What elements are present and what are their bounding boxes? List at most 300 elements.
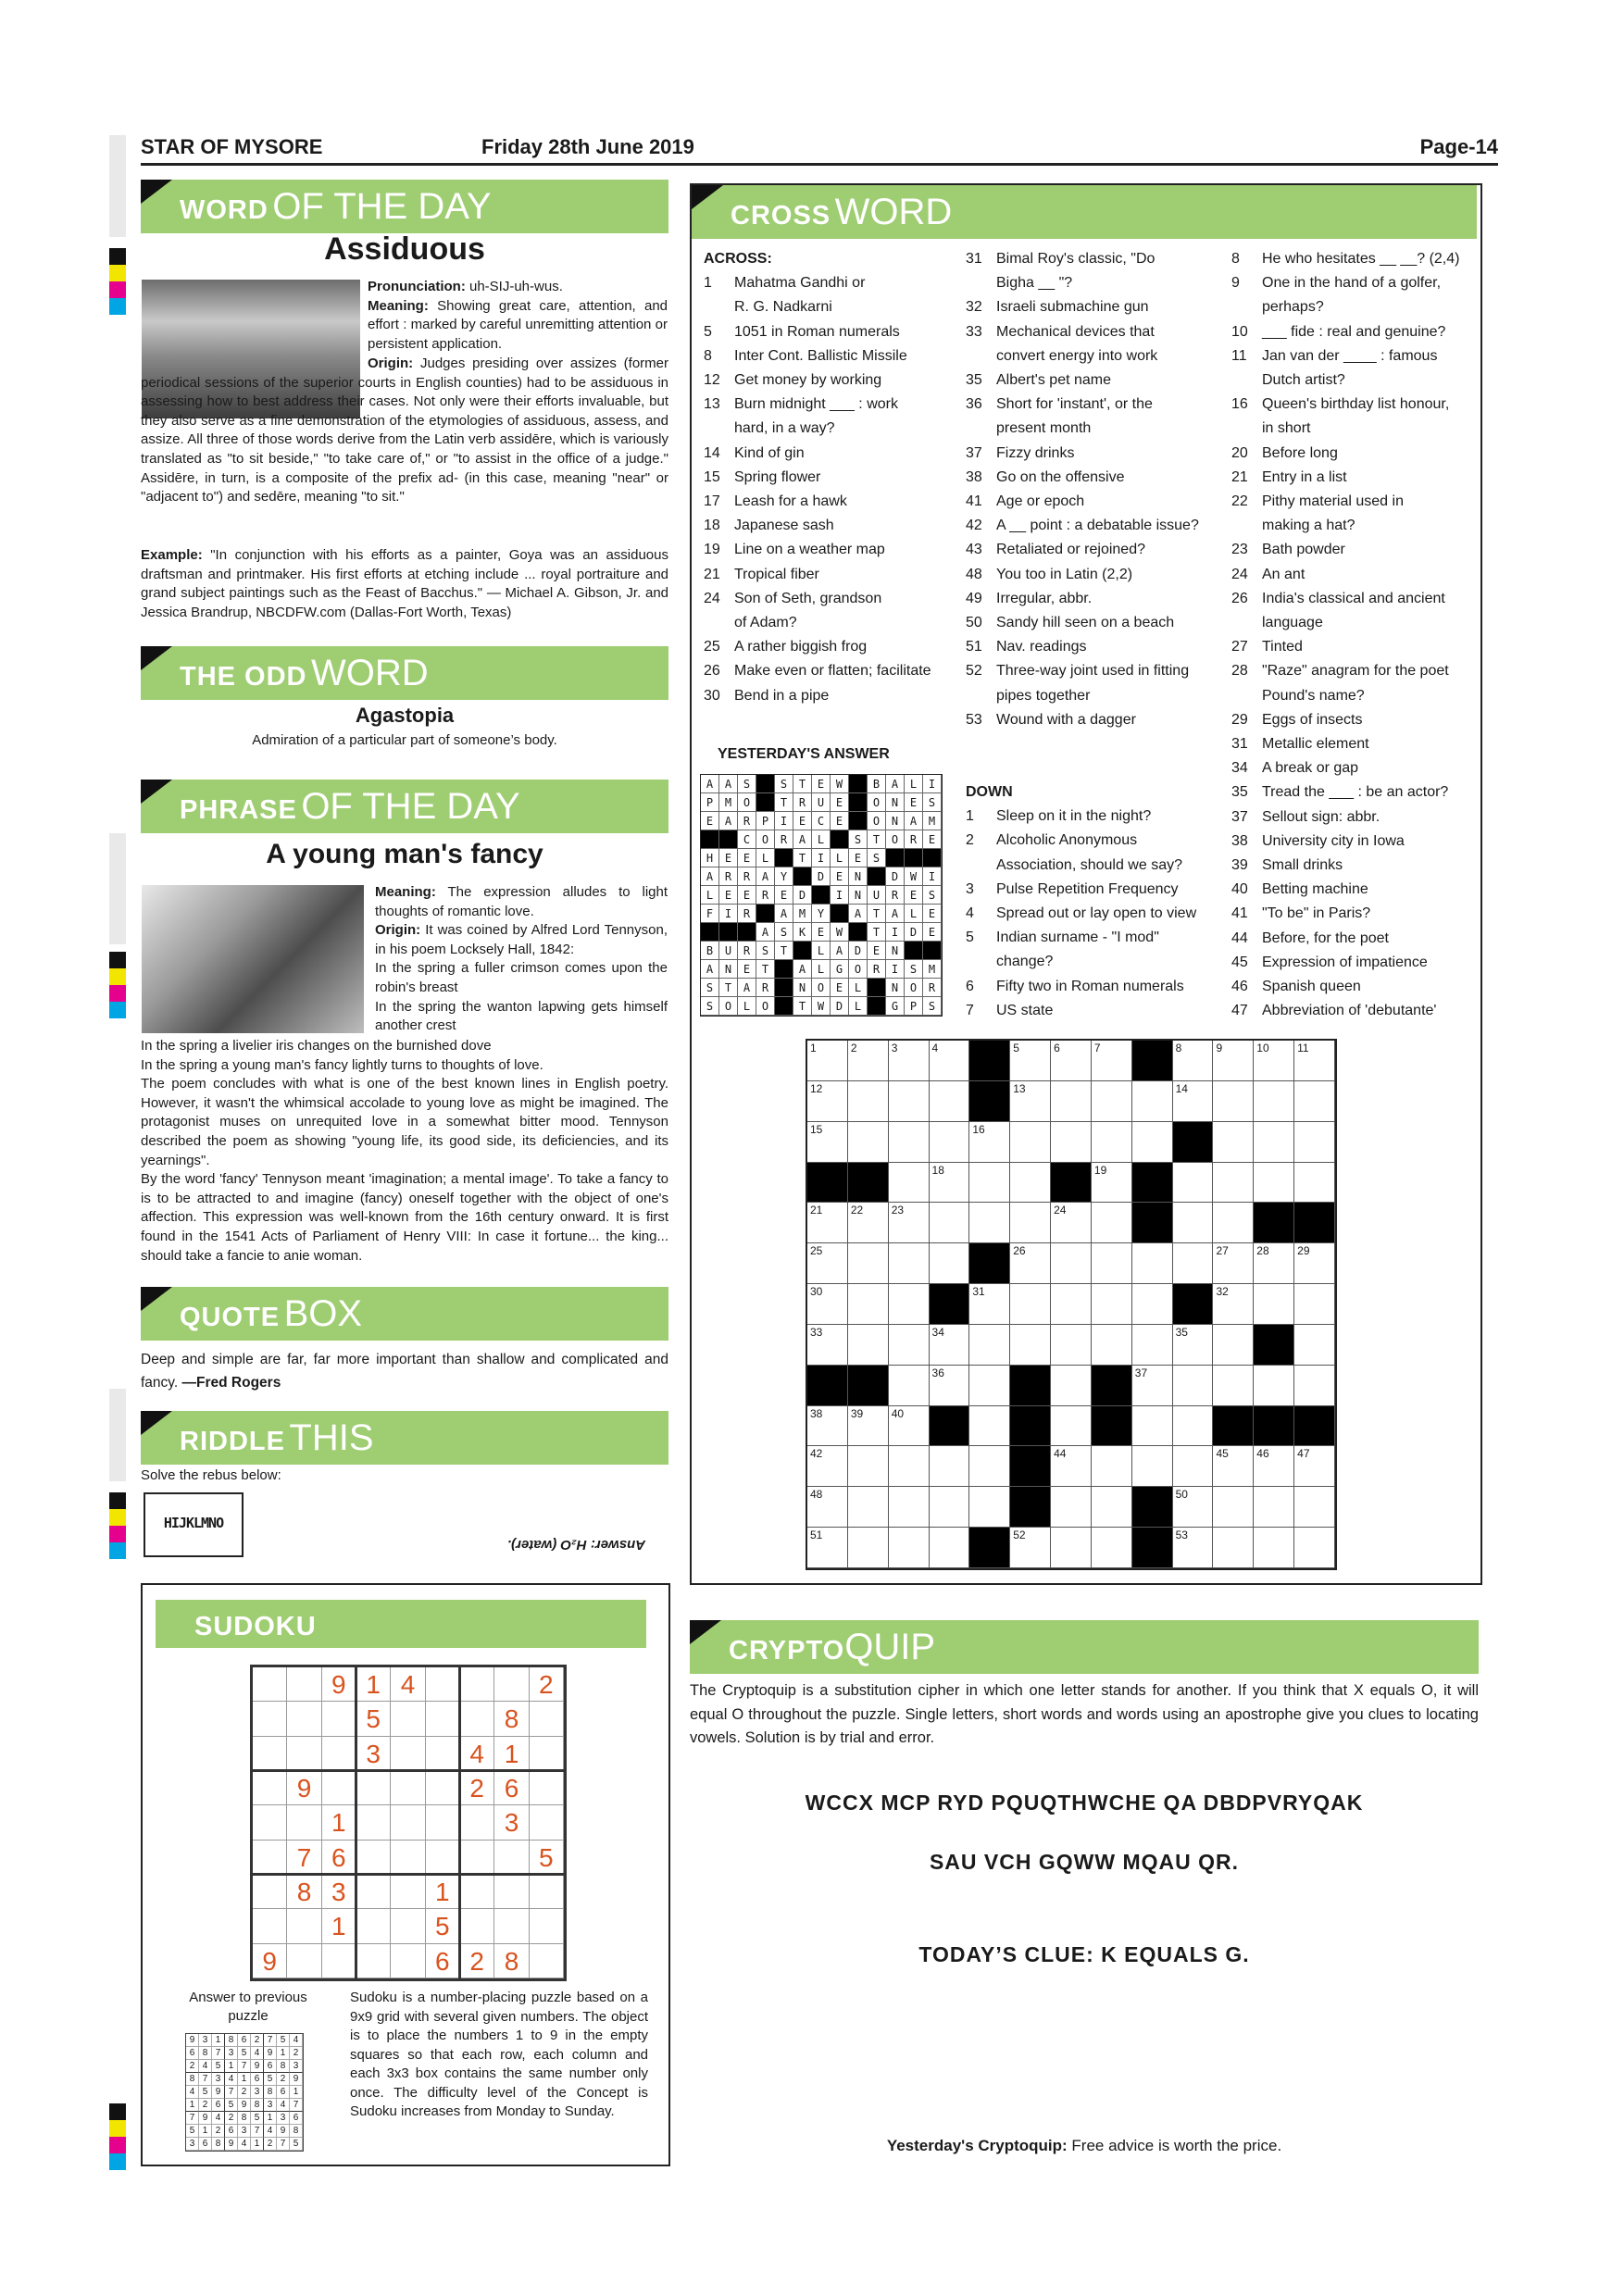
crossword-cell[interactable] [1132,1122,1173,1163]
crossword-cell[interactable] [807,1243,848,1284]
clue-item [704,587,958,611]
sudoku-cell[interactable] [494,1875,529,1909]
sudoku-cell[interactable] [391,1771,425,1805]
sudoku-cell[interactable]: 8 [494,1944,529,1978]
sudoku-cell[interactable] [494,1909,529,1943]
clue-number: 46 [1231,979,1248,995]
sudoku-cell[interactable] [356,1841,391,1875]
sudoku-cell[interactable]: 9 [287,1771,321,1805]
mini-letter-cell: W [831,775,849,793]
sudoku-cell[interactable] [391,1909,425,1943]
crossword-cell[interactable] [1132,1081,1173,1122]
crossword-cell[interactable] [1010,1041,1051,1081]
crossword-cell[interactable] [1254,1366,1294,1406]
crossword-cell[interactable] [889,1122,930,1163]
sudoku-cell[interactable] [391,1805,425,1840]
crossword-cell[interactable] [969,1487,1010,1528]
crossword-cell[interactable] [807,1081,848,1122]
crossword-cell[interactable] [848,1325,889,1366]
sudoku-cell[interactable] [253,1841,287,1875]
crossword-cell[interactable] [1294,1325,1335,1366]
crossword-cell[interactable] [1213,1203,1254,1243]
sudoku-cell[interactable] [253,1909,287,1943]
crossword-cell[interactable] [1092,1163,1132,1204]
crossword-cell[interactable] [969,1446,1010,1487]
clue-item [704,659,958,683]
crossword-cell[interactable] [889,1243,930,1284]
crossword-cell-number: 13 [1013,1081,1026,1095]
crossword-black-square [1010,1446,1051,1487]
crossword-cell[interactable] [1173,1203,1214,1243]
crossword-cell[interactable] [969,1406,1010,1447]
crossword-cell[interactable] [1051,1446,1092,1487]
clue-text: Jan van der ____ : famous [1262,347,1438,364]
mini-letter-cell: W [831,923,849,942]
mini-letter-cell: R [738,867,756,886]
crossword-cell[interactable] [1213,1243,1254,1284]
crossword-cell[interactable] [1132,1284,1173,1325]
crossword-cell[interactable] [1254,1487,1294,1528]
crossword-cell[interactable] [1213,1163,1254,1204]
crossword-cell[interactable] [1051,1243,1092,1284]
mini-letter-cell: L [831,849,849,867]
previous-sudoku-cell: 7 [251,2125,264,2138]
sudoku-cell[interactable]: 4 [391,1667,425,1702]
clue-text: India's classical and ancient [1262,590,1445,606]
crossword-cell-number: 52 [1013,1529,1026,1542]
mini-letter-cell: T [868,830,886,849]
previous-sudoku-cell: 3 [212,2073,225,2086]
sudoku-cell[interactable]: 1 [494,1737,529,1771]
crossword-cell[interactable] [1254,1041,1294,1081]
crossword-cell[interactable] [1092,1122,1132,1163]
crossword-cell[interactable] [930,1041,970,1081]
crossword-cell[interactable] [1254,1081,1294,1122]
clue-text: Tread the ___ : be an actor? [1262,784,1449,801]
crossword-cell[interactable] [1010,1528,1051,1568]
crossword-cell[interactable] [1173,1528,1214,1568]
previous-sudoku-cell: 1 [290,2086,303,2099]
crossword-cell[interactable] [1092,1487,1132,1528]
sudoku-cell[interactable] [322,1944,356,1978]
crossword-cell[interactable] [1132,1406,1173,1447]
crossword-black-square [1132,1528,1173,1568]
banner-corner [141,1287,172,1311]
mini-black-square [849,775,868,793]
crossword-cell[interactable] [1092,1203,1132,1243]
sudoku-cell[interactable] [287,1702,321,1736]
crossword-black-square [1254,1325,1294,1366]
crossword-cell[interactable] [807,1041,848,1081]
sudoku-cell[interactable] [460,1909,494,1943]
crossword-cell[interactable] [1294,1122,1335,1163]
clue-item [1231,659,1481,683]
clue-text: Sellout sign: abbr. [1262,808,1380,825]
clue-number: 9 [1231,275,1240,292]
crossword-cell[interactable] [848,1081,889,1122]
sudoku-cell[interactable] [460,1875,494,1909]
mini-letter-cell: D [831,997,849,1016]
sudoku-grid [250,1665,567,1981]
sudoku-cell[interactable] [356,1771,391,1805]
crossword-cell[interactable] [1294,1163,1335,1204]
crossword-cell[interactable] [1294,1446,1335,1487]
crossword-cell[interactable] [1010,1163,1051,1204]
crossword-cell[interactable] [1213,1041,1254,1081]
crossword-cell-number: 9 [1216,1042,1223,1054]
crossword-cell[interactable] [1051,1325,1092,1366]
crossword-cell[interactable] [848,1446,889,1487]
crossword-cell[interactable] [848,1203,889,1243]
crossword-black-square [1092,1366,1132,1406]
color-registration-mark [109,2103,126,2170]
crossword-cell-number: 32 [1216,1285,1229,1299]
crossword-cell[interactable] [969,1284,1010,1325]
sudoku-cell[interactable] [287,1737,321,1771]
crossword-cell[interactable] [1173,1446,1214,1487]
crossword-cell-number: 44 [1054,1447,1067,1461]
clue-number: 21 [704,566,720,582]
crossword-cell[interactable] [930,1122,970,1163]
crossword-cell[interactable] [930,1446,970,1487]
sudoku-cell[interactable] [426,1737,460,1771]
crossword-cell[interactable] [1051,1122,1092,1163]
crossword-cell[interactable] [969,1122,1010,1163]
mini-letter-cell: A [719,812,738,830]
sudoku-cell[interactable] [356,1805,391,1840]
sudoku-cell[interactable]: 1 [322,1805,356,1840]
sudoku-cell[interactable] [253,1875,287,1909]
sudoku-cell[interactable]: 3 [356,1737,391,1771]
sudoku-cell[interactable] [530,1737,564,1771]
crossword-cell[interactable] [1010,1122,1051,1163]
sudoku-cell[interactable] [494,1667,529,1702]
sudoku-cell[interactable]: 6 [494,1771,529,1805]
crossword-cell[interactable] [930,1487,970,1528]
sudoku-cell[interactable] [460,1841,494,1875]
crossword-cell[interactable] [1051,1284,1092,1325]
crossword-cell[interactable] [1132,1325,1173,1366]
sudoku-cell[interactable]: 1 [426,1875,460,1909]
crossword-cell[interactable] [930,1325,970,1366]
sudoku-cell[interactable] [460,1667,494,1702]
sudoku-cell[interactable] [356,1944,391,1978]
clue-text: Expression of impatience [1262,954,1428,970]
sudoku-cell[interactable] [460,1805,494,1840]
crossword-cell[interactable] [889,1203,930,1243]
crossword-cell[interactable] [889,1446,930,1487]
crossword-cell[interactable] [1254,1446,1294,1487]
crossword-cell[interactable] [1294,1528,1335,1568]
crossword-cell[interactable] [848,1122,889,1163]
previous-sudoku-cell: 9 [225,2138,238,2151]
crossword-cell[interactable] [969,1163,1010,1204]
previous-sudoku-cell: 1 [277,2047,290,2060]
crossword-cell[interactable] [1173,1041,1214,1081]
crossword-cell[interactable] [1173,1366,1214,1406]
crossword-cell[interactable] [1294,1041,1335,1081]
banner-corner [141,180,172,204]
crossword-cell-number: 16 [972,1122,985,1136]
sudoku-cell[interactable] [530,1909,564,1943]
crossword-cell-number: 28 [1256,1244,1269,1258]
sudoku-cell[interactable] [287,1944,321,1978]
crossword-cell[interactable] [969,1366,1010,1406]
sudoku-cell[interactable]: 3 [494,1805,529,1840]
crossword-cell[interactable] [1051,1487,1092,1528]
mini-black-square [849,812,868,830]
crossword-cell[interactable] [1051,1366,1092,1406]
previous-sudoku-cell: 9 [186,2034,199,2047]
crossword-cell[interactable] [889,1325,930,1366]
previous-sudoku-cell: 3 [225,2047,238,2060]
crossword-cell[interactable] [930,1528,970,1568]
crossword-cell[interactable] [1173,1406,1214,1447]
crossword-cell[interactable] [1213,1081,1254,1122]
crossword-black-square [1294,1203,1335,1243]
sudoku-cell[interactable] [530,1875,564,1909]
crossword-cell[interactable] [1051,1528,1092,1568]
crossword-cell[interactable] [889,1528,930,1568]
crossword-cell[interactable] [1254,1284,1294,1325]
crossword-cell[interactable] [1294,1081,1335,1122]
crossword-cell[interactable] [889,1163,930,1204]
previous-sudoku-cell: 5 [225,2099,238,2112]
clue-text: Fifty two in Roman numerals [996,978,1184,994]
sudoku-cell[interactable] [391,1841,425,1875]
crossword-cell[interactable] [1213,1284,1254,1325]
sudoku-cell[interactable]: 9 [253,1944,287,1978]
clue-number: 26 [704,663,720,680]
crossword-cell[interactable] [1254,1528,1294,1568]
clue-item [966,587,1234,611]
crossword-cell[interactable] [1294,1366,1335,1406]
sudoku-cell[interactable]: 7 [287,1841,321,1875]
crossword-cell[interactable] [969,1203,1010,1243]
crossword-cell[interactable] [930,1203,970,1243]
sudoku-cell[interactable]: 1 [356,1667,391,1702]
crossword-cell[interactable] [1173,1487,1214,1528]
crossword-cell[interactable] [807,1203,848,1243]
crossword-cell[interactable] [1254,1122,1294,1163]
crossword-cell[interactable] [1092,1243,1132,1284]
sudoku-cell[interactable]: 5 [426,1909,460,1943]
clue-item [704,490,958,514]
sudoku-cell[interactable] [287,1909,321,1943]
crossword-cell[interactable] [889,1081,930,1122]
crossword-cell[interactable] [1010,1284,1051,1325]
crossword-cell[interactable] [807,1446,848,1487]
clue-text: A rather biggish frog [734,639,868,655]
sudoku-cell[interactable] [530,1944,564,1978]
crossword-cell[interactable] [807,1284,848,1325]
crossword-cell[interactable] [930,1243,970,1284]
sudoku-cell[interactable] [530,1805,564,1840]
crossword-cell[interactable] [1010,1243,1051,1284]
mini-letter-cell: R [775,830,793,849]
mini-letter-cell: E [701,812,719,830]
crossword-cell[interactable] [848,1284,889,1325]
sudoku-cell[interactable]: 2 [460,1771,494,1805]
margin-strip-top [109,135,126,237]
crossword-cell[interactable] [1092,1041,1132,1081]
sudoku-cell[interactable] [391,1944,425,1978]
mini-letter-cell: T [719,979,738,997]
sudoku-cell[interactable]: 2 [460,1944,494,1978]
sudoku-cell[interactable] [391,1875,425,1909]
clue-item [1231,708,1481,732]
sudoku-cell[interactable]: 1 [322,1909,356,1943]
crossword-cell-number: 38 [810,1406,823,1420]
previous-sudoku-cell: 1 [238,2073,251,2086]
sudoku-cell[interactable] [253,1667,287,1702]
sudoku-cell[interactable] [287,1667,321,1702]
sudoku-cell[interactable] [253,1771,287,1805]
crossword-cell[interactable] [1173,1163,1214,1204]
sudoku-cell[interactable] [356,1909,391,1943]
crossword-cell[interactable] [1051,1203,1092,1243]
sudoku-cell[interactable]: 9 [322,1667,356,1702]
crossword-cell[interactable] [807,1122,848,1163]
clue-text: Pithy material used in [1262,493,1404,510]
crossword-cell[interactable] [930,1081,970,1122]
crossword-cell[interactable] [807,1487,848,1528]
sudoku-cell[interactable] [322,1702,356,1736]
crossword-cell[interactable] [889,1041,930,1081]
crossword-cell[interactable] [848,1487,889,1528]
sudoku-cell[interactable] [426,1702,460,1736]
sudoku-cell[interactable]: 2 [530,1667,564,1702]
crossword-cell-number: 22 [850,1204,864,1217]
sudoku-cell[interactable] [391,1737,425,1771]
crossword-cell[interactable] [1132,1366,1173,1406]
crossword-cell[interactable] [1213,1487,1254,1528]
crossword-cell[interactable] [807,1406,848,1447]
crossword-cell[interactable] [889,1487,930,1528]
mini-black-square [868,997,886,1016]
mini-letter-cell: S [738,775,756,793]
clue-item [704,320,958,344]
sudoku-cell[interactable]: 6 [322,1841,356,1875]
crossword-cell[interactable] [1213,1122,1254,1163]
crossword-cell[interactable] [1294,1487,1335,1528]
crossword-cell[interactable] [889,1406,930,1447]
sudoku-cell[interactable]: 6 [426,1944,460,1978]
clue-item [966,538,1234,562]
sudoku-cell[interactable] [253,1805,287,1840]
sudoku-cell[interactable]: 3 [322,1875,356,1909]
crossword-cell[interactable] [1010,1081,1051,1122]
crossword-cell[interactable] [1213,1446,1254,1487]
crossword-cell[interactable] [807,1325,848,1366]
crossword-cell[interactable] [1254,1243,1294,1284]
crossword-cell[interactable] [1092,1081,1132,1122]
crossword-cell[interactable] [848,1528,889,1568]
crossword-cell[interactable] [1051,1041,1092,1081]
sudoku-cell[interactable] [426,1771,460,1805]
sudoku-cell[interactable] [530,1771,564,1805]
crossword-cell[interactable] [889,1284,930,1325]
sudoku-cell[interactable] [426,1805,460,1840]
mini-black-square [905,942,923,960]
crossword-cell[interactable] [1173,1325,1214,1366]
previous-sudoku-cell: 5 [212,2060,225,2073]
sudoku-cell[interactable] [322,1737,356,1771]
crossword-black-square [807,1163,848,1204]
crossword-cell[interactable] [1010,1325,1051,1366]
crossword-cell[interactable] [1173,1081,1214,1122]
mini-letter-cell: W [812,997,831,1016]
crossword-cell[interactable] [1010,1203,1051,1243]
crossword-cell-number: 31 [972,1285,985,1299]
crossword-grid [806,1039,1337,1570]
previous-sudoku-cell: 8 [212,2138,225,2151]
crossword-cell[interactable] [807,1528,848,1568]
clue-item [966,368,1234,393]
sudoku-cell[interactable] [253,1702,287,1736]
crossword-cell[interactable] [848,1406,889,1447]
mini-letter-cell: W [905,867,923,886]
sudoku-cell[interactable] [494,1841,529,1875]
sudoku-cell[interactable]: 5 [356,1702,391,1736]
crossword-cell[interactable] [1092,1284,1132,1325]
sudoku-cell[interactable] [391,1702,425,1736]
clue-item [1231,271,1481,295]
sudoku-cell[interactable] [356,1875,391,1909]
sudoku-cell[interactable]: 4 [460,1737,494,1771]
crossword-cell[interactable] [1294,1243,1335,1284]
crossword-cell[interactable] [930,1163,970,1204]
crossword-cell[interactable] [1213,1366,1254,1406]
crossword-cell[interactable] [1254,1163,1294,1204]
crossword-cell[interactable] [1213,1528,1254,1568]
sudoku-cell[interactable] [253,1737,287,1771]
crossword-cell[interactable] [1173,1243,1214,1284]
sudoku-cell[interactable] [287,1805,321,1840]
crossword-cell[interactable] [1092,1446,1132,1487]
clue-item [966,708,1234,732]
crossword-cell[interactable] [1294,1284,1335,1325]
sudoku-cell[interactable] [426,1841,460,1875]
mini-letter-cell: R [719,867,738,886]
crossword-cell[interactable] [1132,1446,1173,1487]
sudoku-cell[interactable] [426,1667,460,1702]
mini-letter-cell: A [831,942,849,960]
crossword-cell[interactable] [1092,1528,1132,1568]
crossword-cell[interactable] [889,1366,930,1406]
sudoku-cell[interactable]: 8 [494,1702,529,1736]
crossword-cell[interactable] [1213,1325,1254,1366]
crossword-cell[interactable] [1051,1406,1092,1447]
crossword-cell[interactable] [1051,1081,1092,1122]
crossword-cell[interactable] [1132,1243,1173,1284]
mini-letter-cell: E [923,923,942,942]
sudoku-cell[interactable]: 8 [287,1875,321,1909]
sudoku-cell[interactable] [322,1771,356,1805]
sudoku-cell[interactable] [530,1702,564,1736]
clue-item [966,320,1234,344]
crossword-cell[interactable] [930,1366,970,1406]
clue-number: 2 [966,832,974,849]
clue-number: 41 [966,493,982,510]
crossword-cell[interactable] [1092,1325,1132,1366]
crossword-cell[interactable] [848,1041,889,1081]
sudoku-cell[interactable] [460,1702,494,1736]
previous-sudoku-cell: 9 [277,2125,290,2138]
crossword-cell[interactable] [848,1243,889,1284]
crossword-cell[interactable] [969,1325,1010,1366]
sudoku-cell[interactable]: 5 [530,1841,564,1875]
